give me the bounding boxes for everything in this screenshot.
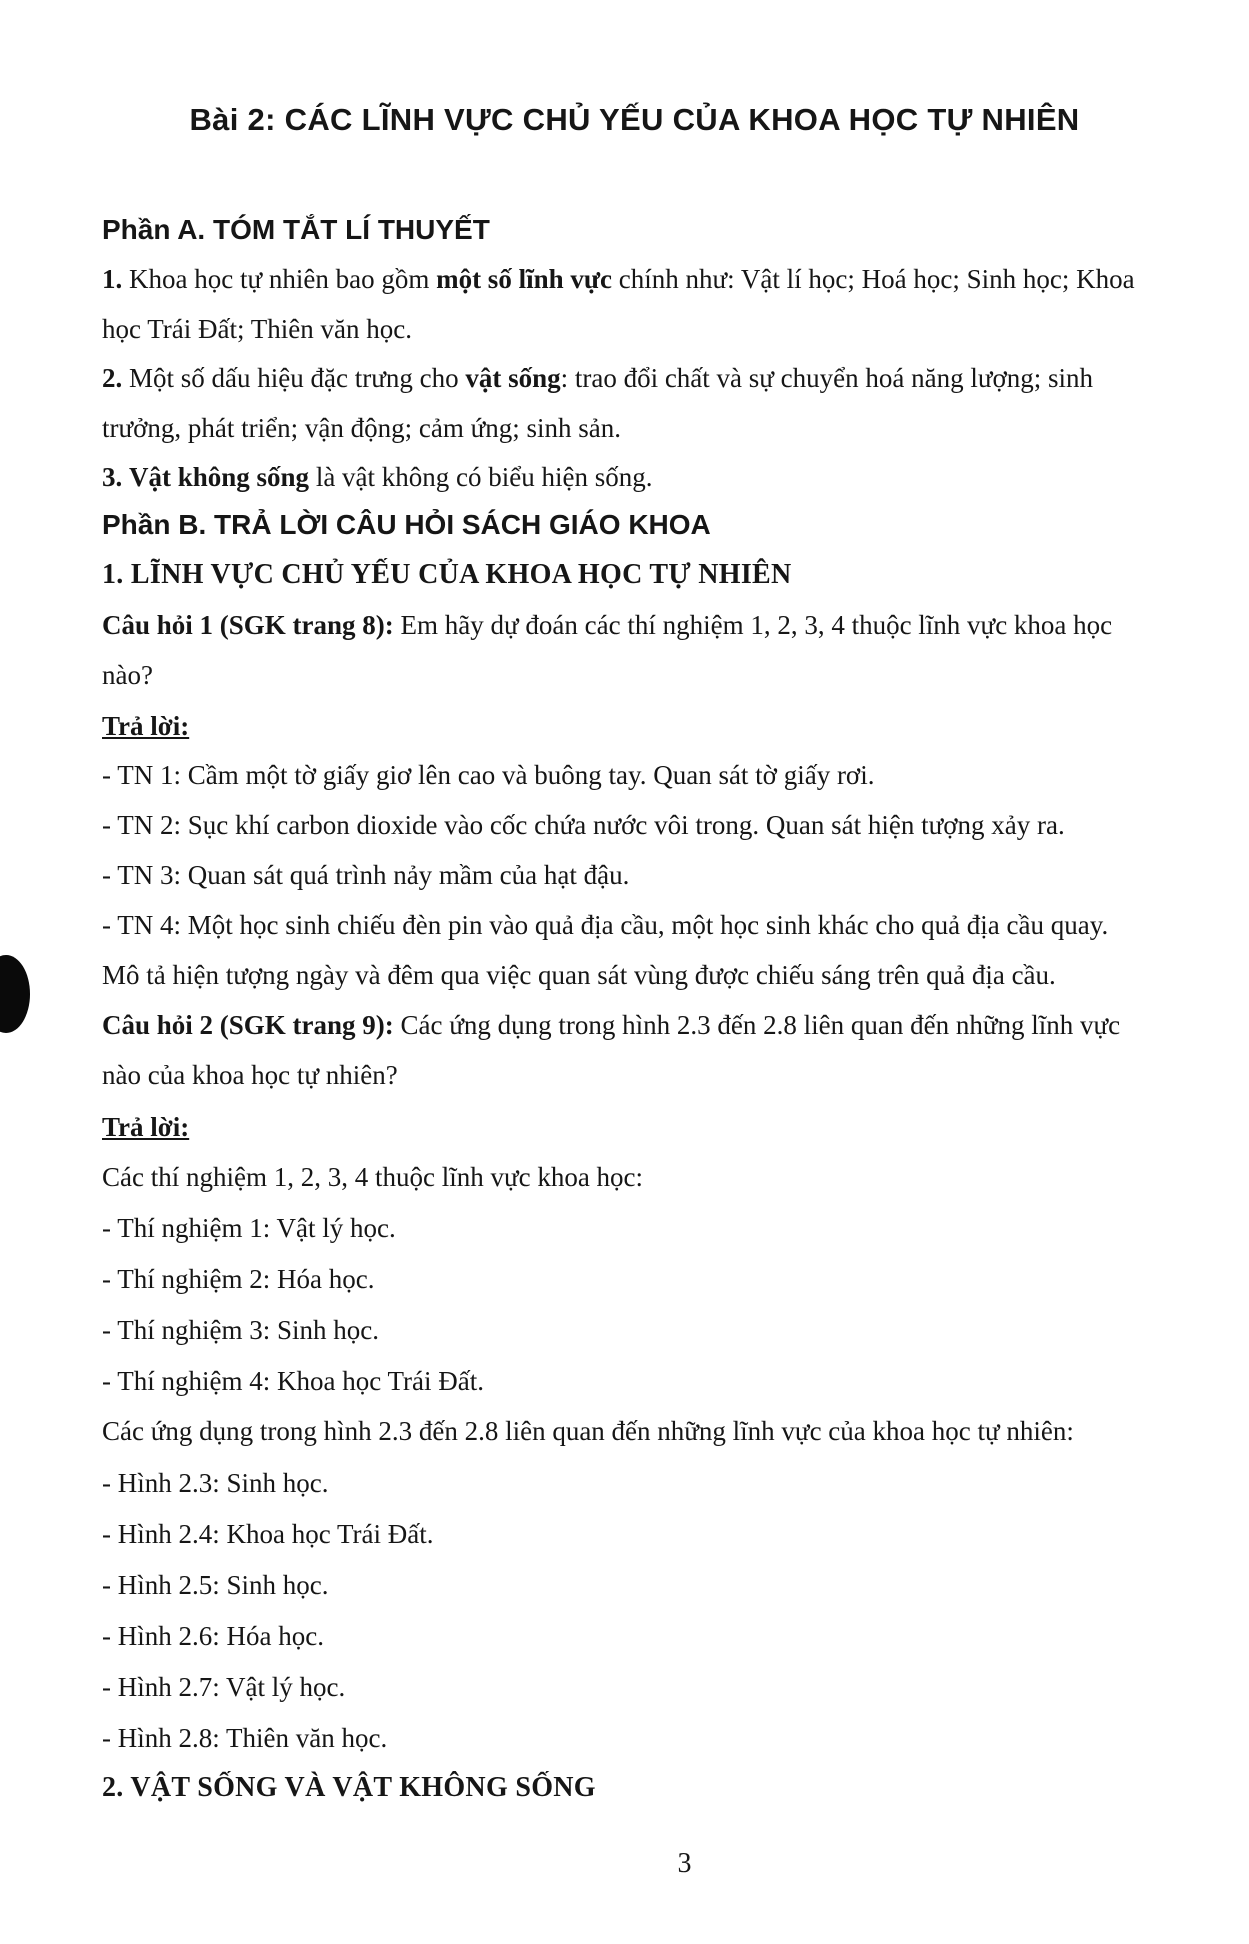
answer-label-row [102, 709, 1249, 743]
experiment-2: - TN 2: Sục khí carbon dioxide vào cốc chứa nước vôi trong. Quan sát hiện tượng xảy ra. [102, 810, 1065, 840]
answer-label-row [102, 1110, 1249, 1144]
figure-2-8: - Hình 2.8: Thiên văn học. [102, 1723, 388, 1753]
figure-2-7: - Hình 2.7: Vật lý học. [102, 1672, 346, 1702]
experiment-4: - TN 4: Một học sinh chiếu đèn pin vào quả địa cầu, một học sinh khác cho quả địa cầu quay. [102, 910, 1109, 940]
answer-experiment-3: - Thí nghiệm 3: Sinh học. [102, 1315, 379, 1345]
item-number: 3. [102, 462, 123, 492]
item-text: chính như: Vật lí học; Hoá học; Sinh học; Khoa [618, 264, 1135, 294]
part-b-heading: Phần B. TRẢ LỜI CÂU HỎI SÁCH GIÁO KHOA [102, 509, 711, 540]
answer-experiment-1: - Thí nghiệm 1: Vật lý học. [102, 1213, 396, 1243]
item-text: là vật không có biểu hiện sống. [315, 462, 653, 492]
page-number: 3 [677, 1848, 692, 1879]
figure-2-3: - Hình 2.3: Sinh học. [102, 1468, 329, 1498]
item-text: Khoa học tự nhiên bao gồm [129, 264, 430, 294]
experiment-4-cont: Mô tả hiện tượng ngày và đêm qua việc quan sát vùng được chiếu sáng trên quả địa cầu. [102, 960, 1056, 990]
item-text: : trao đổi chất và sự chuyển hoá năng lượng; sinh [560, 363, 1094, 393]
theory-item-1 [102, 262, 1249, 296]
item-number: 1. [102, 264, 123, 294]
theory-item-1-cont: học Trái Đất; Thiên văn học. [102, 314, 412, 344]
item-number: 2. [102, 363, 123, 393]
question-text: Các ứng dụng trong hình 2.3 đến 2.8 liên quan đến những lĩnh vực [400, 1010, 1121, 1040]
answer-intro-experiments: Các thí nghiệm 1, 2, 3, 4 thuộc lĩnh vực khoa học: [102, 1162, 644, 1192]
item-text: Một số dấu hiệu đặc trưng cho [129, 363, 459, 393]
question-1-cont: nào? [102, 660, 153, 690]
question-2-cont: nào của khoa học tự nhiên? [102, 1060, 398, 1090]
question-label: Câu hỏi 2 (SGK trang 9): [102, 1010, 394, 1040]
answer-experiment-4: - Thí nghiệm 4: Khoa học Trái Đất. [102, 1366, 484, 1396]
answer-label: Trả lời: [102, 1112, 190, 1142]
section-2-heading: 2. VẬT SỐNG VÀ VẬT KHÔNG SỐNG [102, 1772, 596, 1803]
binding-hole-mark [0, 955, 30, 1033]
answer-experiment-2: - Thí nghiệm 2: Hóa học. [102, 1264, 375, 1294]
part-a-heading: Phần A. TÓM TẮT LÍ THUYẾT [102, 214, 490, 245]
question-text: Em hãy dự đoán các thí nghiệm 1, 2, 3, 4 thuộc lĩnh vực khoa học [400, 610, 1113, 640]
experiment-3: - TN 3: Quan sát quá trình nảy mầm của hạt đậu. [102, 860, 630, 890]
lesson-title: Bài 2: CÁC LĨNH VỰC CHỦ YẾU CỦA KHOA HỌC TỰ NHIÊN [189, 102, 1080, 137]
figure-2-4: - Hình 2.4: Khoa học Trái Đất. [102, 1519, 434, 1549]
theory-item-3 [102, 460, 1249, 494]
theory-item-2 [102, 361, 1249, 395]
experiment-1: - TN 1: Cầm một tờ giấy giơ lên cao và buông tay. Quan sát tờ giấy rơi. [102, 760, 875, 790]
answer-label: Trả lời: [102, 711, 190, 741]
item-bold-text: Vật không sống [129, 462, 310, 492]
item-bold-text: vật sống [465, 363, 561, 393]
theory-item-2-cont: trưởng, phát triển; vận động; cảm ứng; sinh sản. [102, 413, 621, 443]
question-2 [102, 1008, 1249, 1042]
section-1-heading: 1. LĨNH VỰC CHỦ YẾU CỦA KHOA HỌC TỰ NHIÊN [102, 559, 792, 590]
item-bold-text: một số lĩnh vực [436, 264, 613, 294]
figure-2-5: - Hình 2.5: Sinh học. [102, 1570, 329, 1600]
figure-2-6: - Hình 2.6: Hóa học. [102, 1621, 324, 1651]
question-1 [102, 608, 1249, 642]
answer-intro-figures: Các ứng dụng trong hình 2.3 đến 2.8 liên quan đến những lĩnh vực của khoa học tự nhiên: [102, 1416, 1074, 1446]
question-label: Câu hỏi 1 (SGK trang 8): [102, 610, 394, 640]
